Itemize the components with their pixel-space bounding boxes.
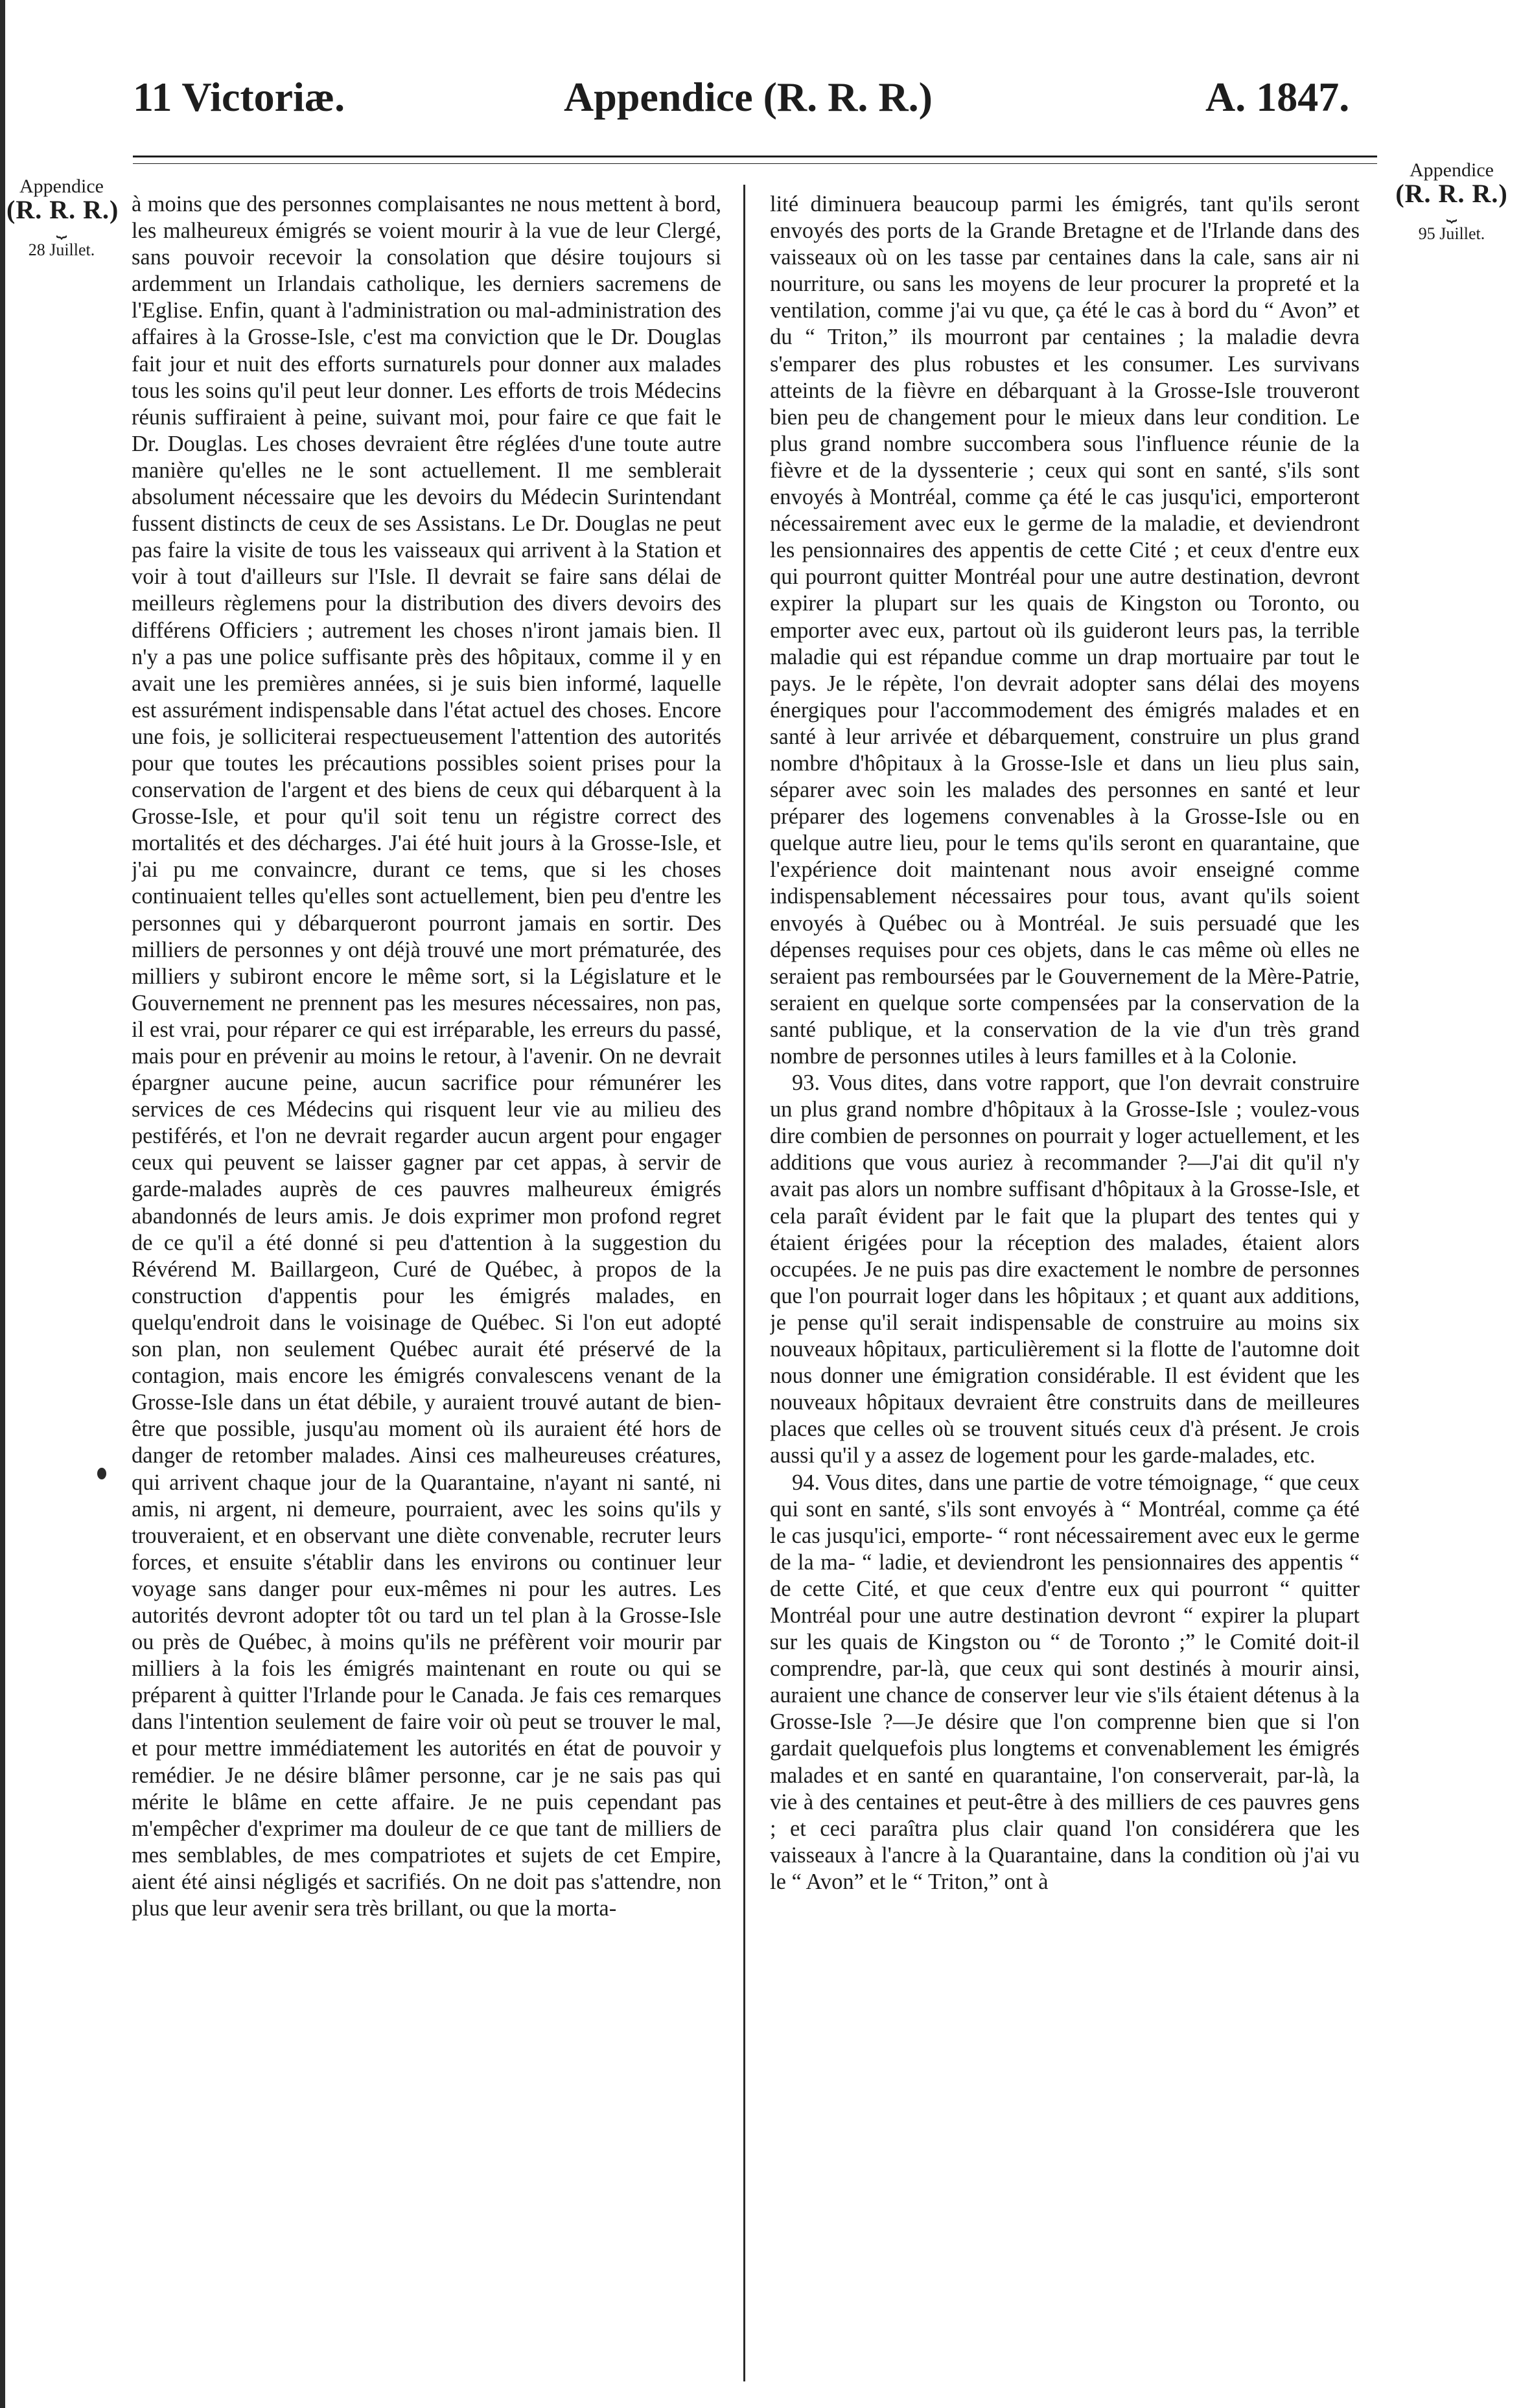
margin-ref: (R. R. R.) — [6, 195, 119, 224]
body-paragraph: à moins que des personnes complaisantes ne nous mettent à bord, les malheureux émigrés se voient mourir à la vue de leur Clergé, sans pouvoir recevoir la consolation que désire toujours si ardemment un Irlandais catholique, les derniers sacremens de l'Eglise. Enfin, quant à l'administration ou mal-administration des affaires à la Grosse-Isle, c'est ma conviction que le Dr. Douglas fait jour et nuit des efforts surnaturels pour donner aux malades tous les soins qu'il peut leur donner. Les efforts de trois Médecins réunis suffiraient à peine, suivant moi, pour faire ce que fait le Dr. Douglas. Les choses devraient être réglées d'une toute autre manière qu'elles ne le sont actuellement. Il me semblerait absolument nécessaire que les devoirs du Médecin Surintendant fussent distincts de ceux de ses Assistans. Le Dr. Douglas ne peut pas faire la visite de tous les vaisseaux qui arrivent à la Station et voir à tout d'ailleurs sur l'Isle. Il devrait se faire sans délai de meilleurs règlemens pour la distribution des divers devoirs des différens Officiers ; autrement les choses n'iront jamais bien. Il n'y a pas une police suffisante près des hôpitaux, comme il y en avait une les premières années, si je suis bien informé, laquelle est assurément indispensable dans l'état actuel des choses. Encore une fois, je solliciterai respectueusement l'attention des autorités pour que toutes les précautions possibles soient prises pour la conservation de l'argent et des biens de ceux qui débarquent à la Grosse-Isle, et pour qu'il soit tenu un régistre correct des mortalités et des décharges. J'ai été huit jours à la Grosse-Isle, et j'ai pu me convaincre, durant ce tems, que si les choses continuaient telles qu'elles sont actuellement, bien peu d'entre les personnes qui y débarqueront pourront jamais en sortir. Des milliers de personnes y ont déjà trouvé une mort prématurée, des milliers y subiront encore le même sort, si la Législature et le Gouvernement ne prennent pas les mesures nécessaires, non pas, il est vrai, pour réparer ce qui est irréparable, les erreurs du passé, mais pour en prévenir au moins le retour, à l'avenir. On ne devrait épargner aucune peine, aucun sacrifice pour rémunérer les services de ces Médecins qui risquent leur vie au milieu des pestiférés, et l'on ne devrait regarder aucun argent pour engager ceux qui peuvent se laisser gagner par cet appas, à servir de garde-malades auprès de ces pauvres malheureux émigrés abandonnés de leurs amis. Je dois exprimer mon profond regret de ce qu'il a été donné si peu d'attention à la suggestion du Révérend M. Baillargeon, Curé de Québec, à propos de la construction d'appentis pour les émigrés malades, en quelqu'endroit dans le voisinage de Québec. Si l'on eut adopté son plan, non seulement Québec aurait été préservé de la contagion, mais encore les émigrés convalescens venant de la Grosse-Isle dans un état débile, y auraient trouvé autant de bien-être que possible, jusqu'au moment où ils auraient été hors de danger de retomber malades. Ainsi ces malheureuses créatures, qui arrivent chaque jour de la Quarantaine, n'ayant ni santé, ni amis, ni argent, ni demeure, pourraient, avec les soins qu'ils y trouveraient, et en observant une diète convenable, recruter leurs forces, et ensuite s'établir dans les environs ou continuer leur voyage sans danger pour eux-mêmes ni pour les autres. Les autorités devront adopter tôt ou tard un tel plan à la Grosse-Isle ou près de Québec, à moins qu'ils ne préfèrent voir mourir par milliers à la fois les émigrés maintenant en route ou qui se préparent à quitter l'Irlande pour le Canada. Je fais ces remarques dans l'intention seulement de faire voir où peut se trouver le mal, et pour mettre immédiatement les autorités en état de pouvoir y remédier. Je ne désire blâmer personne, car je ne sais pas qui mérite le blâme en cette affaire. Je ne puis cependant pas m'empêcher d'exprimer ma douleur de ce que tant de milliers de mes semblables, de mes compatriotes et sujets de cet Empire, aient été ainsi négligés et sacrifiés. On ne doit pas s'attendre, non plus que leur avenir sera très brillant, ou que la morta- — [132, 192, 721, 1921]
header-title: Appendice (R. R. R.) — [564, 74, 933, 120]
margin-ref: (R. R. R.) — [1395, 179, 1508, 208]
column-divider — [743, 185, 745, 2381]
running-header — [0, 68, 1521, 126]
header-rule-thin — [133, 163, 1377, 164]
margin-label: Appendice — [19, 176, 104, 197]
body-paragraph: lité diminuera beaucoup parmi les émigrés, tant qu'ils seront envoyés des ports de la Grande Bretagne et de l'Irlande dans des vaisseaux où on les tasse par centaines dans la cale, sans air ni nourriture, ou sans les moyens de leur procurer la propreté et la ventilation, comme j'ai vu que, ça été le cas à bord du “ Avon” et du “ Triton,” ils mourront par centaines ; la maladie devra s'emparer des plus robustes et les consumer. Les survivans atteints de la fièvre en débarquant à la Grosse-Isle trouveront bien peu de changement pour le mieux dans leur condition. Le plus grand nombre succombera sous l'influence réunie de la fièvre et de la dyssenterie ; ceux qui sont en santé, s'ils sont envoyés à Montréal, comme ça été le cas jusqu'ici, emporteront nécessairement avec eux le germe de la maladie, et deviendront les pensionnaires des appentis de cette Cité ; et ceux d'entre eux qui pourront quitter Montréal pour une autre destination, devront expirer la plupart sur les quais de Kingston ou Toronto, ou emporter avec eux, partout où ils guideront leurs pas, la terrible maladie qui est répandue comme un drap mortuaire par tout le pays. Je le répète, l'on devrait adopter sans délai des moyens énergiques pour l'accommodement des émigrés malades et en santé à leur arrivée et débarquement, construire un plus grand nombre d'hôpitaux à la Grosse-Isle et dans un lieu plus sain, séparer avec soin les malades des personnes en santé et leur préparer des logemens convenables à la Grosse-Isle ou en quelque autre lieu, pour le tems qu'ils seront en quarantaine, que l'expérience doit maintenant nous avoir enseigné comme indispensablement nécessaires pour tous, avant qu'ils soient envoyés à Québec ou à Montréal. Je suis persuadé que les dépenses requises pour ces objets, dans le cas même où elles ne seraient pas remboursées par le Gouvernement de la Mère-Patrie, seraient en quelque sorte compensées par la conservation de la santé publique, et la conservation de la vie d'un très grand nombre de personnes utiles à leurs familles et à la Colonie. — [770, 192, 1360, 1069]
page-binding-edge — [0, 0, 5, 2408]
ink-blot-mark — [97, 1468, 106, 1479]
header-rule — [133, 156, 1377, 157]
question-93-paragraph: 93. Vous dites, dans votre rapport, que l'on devrait construire un plus grand nombre d'hôpitaux à la Grosse-Isle ; voulez-vous dire combien de personnes on pourrait y loger actuellement, et les additions que vous auriez à recommander ?—J'ai dit qu'il n'y avait pas alors un nombre suffisant d'hôpitaux à la Grosse-Isle, et cela paraît évident par le fait que la plupart des tentes qui y étaient érigées pour la réception des malades, étaient alors occupées. Je ne puis pas dire exactement le nombre de personnes que l'on pourrait loger dans les hôpitaux ; et quant aux additions, je pense qu'il serait indispensable de construire au moins six nouveaux hôpitaux, particulièrement si la flotte de l'automne doit nous donner une émigration considérable. Il est évident que les nouveaux hôpitaux devraient être construits dans de meilleures places que celles où se trouvent situés ceux d'à présent. Je crois aussi qu'il y a assez de logement pour les garde-malades, etc. — [770, 1071, 1360, 1468]
margin-date: 95 Juillet. — [1418, 224, 1485, 243]
header-volume: 11 Victoriæ. — [133, 74, 345, 120]
margin-brace-icon: ⏟ — [1446, 202, 1457, 222]
margin-date: 28 Juillet. — [28, 240, 95, 259]
header-year: A. 1847. — [1205, 74, 1350, 120]
left-margin-note — [6, 175, 117, 262]
right-margin-note — [1393, 159, 1510, 246]
right-text-column — [770, 191, 1360, 2394]
margin-brace-icon: ⏟ — [56, 218, 67, 238]
margin-label: Appendice — [1410, 159, 1494, 181]
question-94-paragraph: 94. Vous dites, dans une partie de votre témoignage, “ que ceux qui sont en santé, s'ils sont envoyés à “ Montréal, comme ça été le cas jusqu'ici, emporte- “ ront nécessairement avec eux le germe de la ma- “ ladie, et deviendront les pensionnaires des appentis “ de cette Cité, et que ceux d'entre eux qui pourront “ quitter Montréal pour une autre destination devront “ expirer la plupart sur les quais de Kingston ou “ de Toronto ;” le Comité doit-il comprendre, par-là, que ceux qui sont destinés à mourir ainsi, auraient une chance de conserver leur vie s'ils étaient détenus à la Grosse-Isle ?—Je désire que l'on comprenne bien que si l'on gardait quelquefois plus longtems et convenablement les émigrés malades et en santé en quarantaine, l'on conserverait, par-là, la vie à des centaines et peut-être à des milliers de ces pauvres gens ; et ceci paraîtra plus clair quand l'on considérera que les vaisseaux à l'ancre à la Quarantaine, dans la condition où j'ai vu le “ Avon” et le “ Triton,” ont à — [770, 1470, 1360, 1894]
left-text-column — [132, 191, 721, 2394]
